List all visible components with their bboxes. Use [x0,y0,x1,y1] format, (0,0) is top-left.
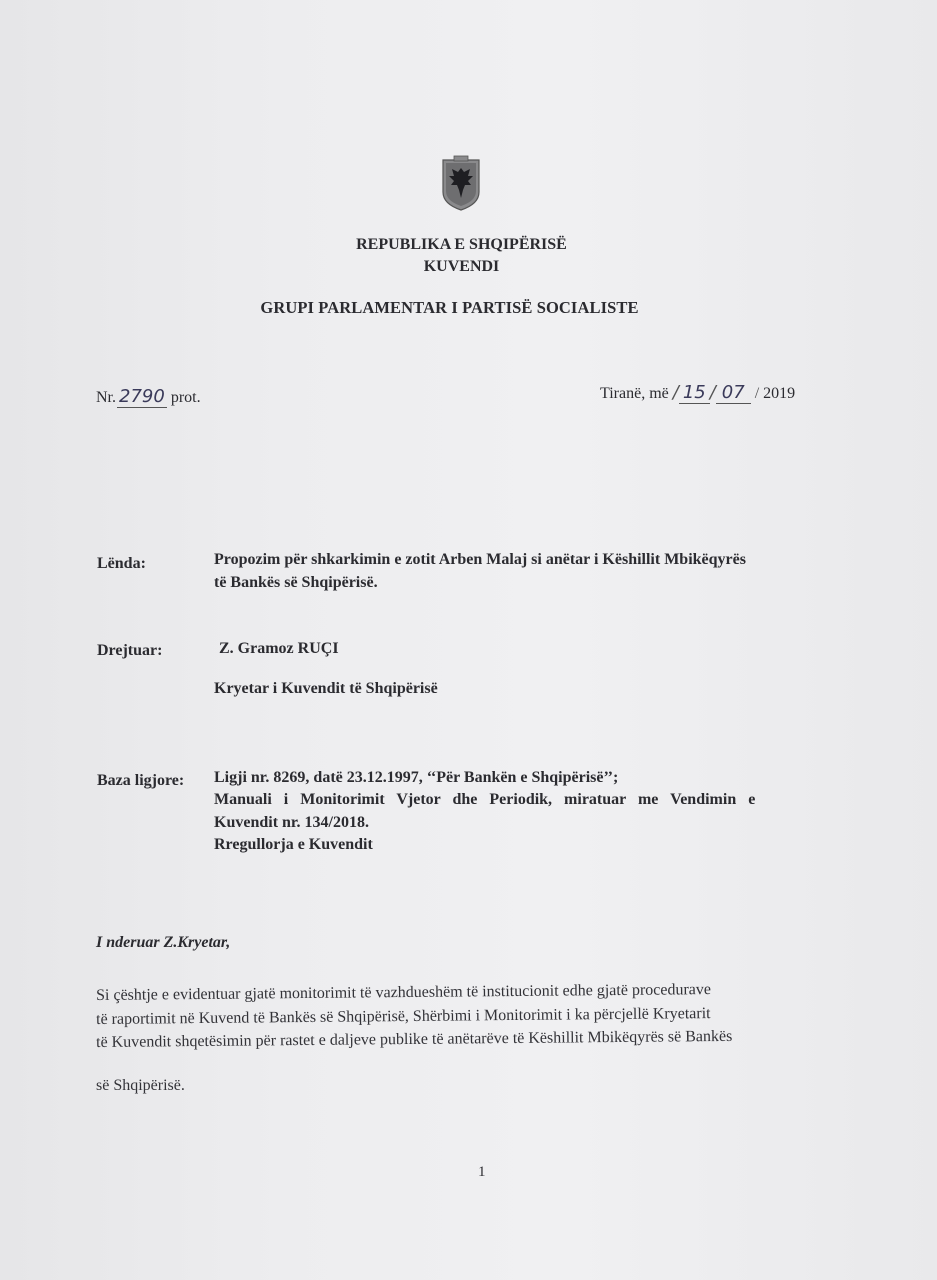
subject-line-1: Propozim për shkarkimin e zotit Arben Malaj si anëtar i Këshillit Mbikëqyrës [214,551,746,568]
albanian-coat-of-arms-icon [440,154,482,212]
place-date: Tiranë, më / 15 / 07 / 2019 [600,382,796,403]
paragraph-line-1: Si çështje e evidentuar gjatë monitorimit të vazhdueshëm të institucionit edhe gjatë procedurave [96,981,712,1004]
protocol-suffix: prot. [170,389,201,406]
salutation: I nderuar Z.Kryetar, [96,934,231,951]
header-republic: REPUBLIKA E SHQIPËRISË [356,236,567,253]
header-group: GRUPI PARLAMENTAR I PARTISË SOCIALISTE [260,298,639,317]
protocol-number [96,386,201,408]
legal-basis-line-4: Rregullorja e Kuvendit [214,836,373,853]
paragraph-line-4: së Shqipërisë. [96,1077,185,1094]
page-number: 1 [478,1164,486,1180]
date-day: 15 [679,382,710,404]
date-month: 07 [716,382,751,404]
protocol-prefix: Nr. [96,389,116,406]
place-prefix: Tiranë, më [600,385,669,402]
header-parliament: KUVENDI [423,258,500,275]
addressee-label: Drejtuar: [97,642,163,659]
date-year: 2019 [763,385,796,402]
paragraph-line-2: të raportimit në Kuvend të Bankës së Shqipërisë, Shërbimi i Monitorimit i ka përcjellë Kryetarit [96,1005,711,1028]
subject-label: Lënda: [97,555,146,572]
paragraph-line-3: të Kuvendit shqetësimin për rastet e daljeve publike të anëtarëve të Këshillit Mbikëqyrës së Bankës [96,1027,733,1051]
addressee-title: Kryetar i Kuvendit të Shqipërisë [214,680,438,697]
legal-basis-line-1: Ligji nr. 8269, datë 23.12.1997, ‘‘Për Bankën e Shqipërisë’’; [214,769,619,786]
protocol-value: 2790 [119,386,165,407]
addressee-name: Z. Gramoz RUÇI [219,640,339,657]
legal-basis-line-3: Kuvendit nr. 134/2018. [214,814,369,831]
legal-basis-line-2: Manuali i Monitorimit Vjetor dhe Periodik, miratuar me Vendimin e [214,791,756,808]
legal-basis-label: Baza ligjore: [97,772,185,789]
subject-line-2: të Bankës së Shqipërisë. [214,574,378,591]
